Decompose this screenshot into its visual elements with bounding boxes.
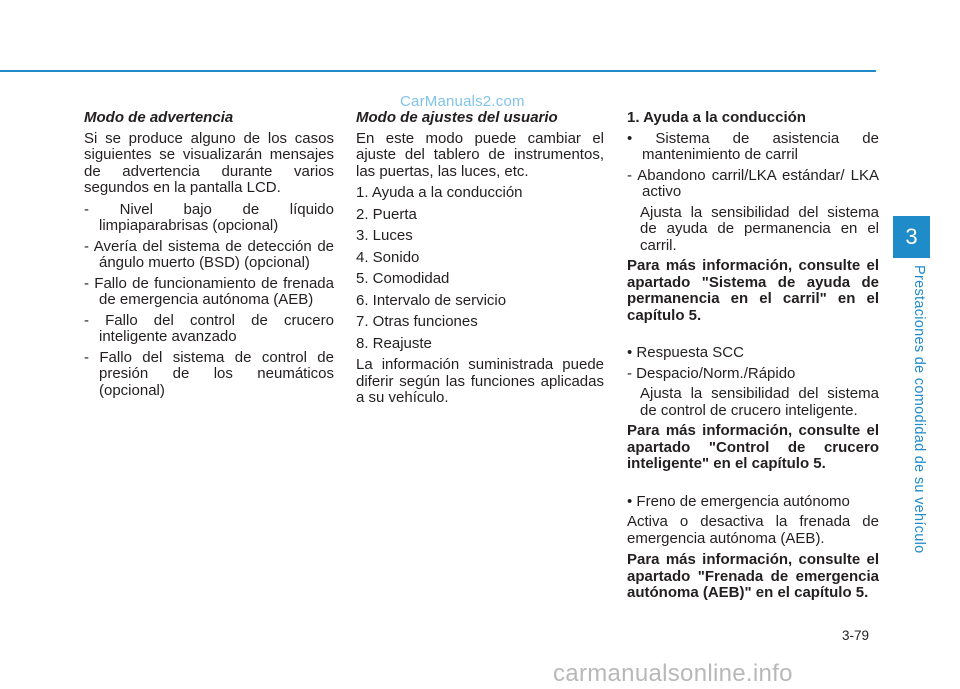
- settings-list-item: 4. Sonido: [356, 248, 420, 266]
- lka-option: - Abandono carril/LKA estándar/ LKA activo: [627, 166, 879, 200]
- settings-list-item: 1. Ayuda a la conducción: [356, 184, 523, 201]
- column-user-settings: [356, 110, 604, 412]
- warning-item: - Fallo del control de crucero inteligente avanzado: [84, 311, 334, 345]
- lka-description: Ajusta la sensibilidad del sistema de ayuda de permanencia en el carril.: [640, 203, 879, 254]
- warning-item: - Avería del sistema de detección de ángulo muerto (BSD) (opcional): [84, 237, 334, 271]
- section-heading-user-settings: Modo de ajustes del usuario: [356, 109, 558, 126]
- scc-reference: Para más información, consulte el apartado "Control de crucero inteligente" en el capítulo 5.: [627, 422, 879, 472]
- settings-list-item: 7. Otras funciones: [356, 313, 478, 330]
- warning-item: - Nivel bajo de líquido limpiaparabrisas (opcional): [84, 200, 334, 234]
- chapter-tab: 3: [893, 216, 930, 258]
- settings-list-item: 5. Comodidad: [356, 270, 450, 287]
- column-driving-assist: [627, 110, 879, 607]
- side-chapter-title: Prestaciones de comodidad de su vehículo: [911, 265, 927, 554]
- spacer: [627, 478, 879, 494]
- settings-list-item: 2. Puerta: [356, 205, 417, 223]
- scc-option: - Despacio/Norm./Rápido: [627, 364, 796, 382]
- aeb-bullet: • Freno de emergencia autónomo: [627, 492, 850, 510]
- warning-item: - Fallo del sistema de control de presión de los neumáticos (opcional): [84, 348, 334, 399]
- user-settings-note: La información suministrada puede diferir según las funciones aplicadas a su vehículo.: [356, 356, 604, 406]
- settings-list-item: 8. Reajuste: [356, 334, 432, 352]
- column-warning-mode: [84, 110, 334, 403]
- aeb-description: Activa o desactiva la frenada de emergencia autónoma (AEB).: [627, 513, 879, 547]
- settings-list-item: 3. Luces: [356, 227, 413, 244]
- settings-list-item: 6. Intervalo de servicio: [356, 291, 507, 309]
- scc-description: Ajusta la sensibilidad del sistema de control de crucero inteligente.: [640, 385, 879, 419]
- lka-bullet: • Sistema de asistencia de mantenimiento de carril: [627, 129, 879, 163]
- top-rule: [0, 70, 876, 72]
- watermark-bottom: carmanualsonline.info: [553, 660, 793, 687]
- watermark-top: CarManuals2.com: [400, 93, 525, 110]
- page-number: 3-79: [842, 628, 870, 643]
- section-heading-warning-mode: Modo de advertencia: [84, 109, 234, 126]
- warning-mode-intro: Si se produce alguno de los casos siguientes se visualizarán mensajes de advertencia durante varios segundos en la pantalla LCD.: [84, 129, 334, 196]
- warning-item: - Fallo de funcionamiento de frenada de emergencia autónoma (AEB): [84, 274, 334, 308]
- spacer: [627, 329, 879, 345]
- user-settings-intro: En este modo puede cambiar el ajuste del tablero de instrumentos, las puertas, las luces, etc.: [356, 129, 604, 180]
- lka-reference: Para más información, consulte el apartado "Sistema de ayuda de permanencia en el carril" en el capítulo 5.: [627, 257, 879, 324]
- aeb-reference: Para más información, consulte el apartado "Frenada de emergencia autónoma (AEB)" en el capítulo 5.: [627, 551, 879, 601]
- scc-bullet: • Respuesta SCC: [627, 344, 744, 361]
- section-heading-driving-assist: 1. Ayuda a la conducción: [627, 109, 806, 126]
